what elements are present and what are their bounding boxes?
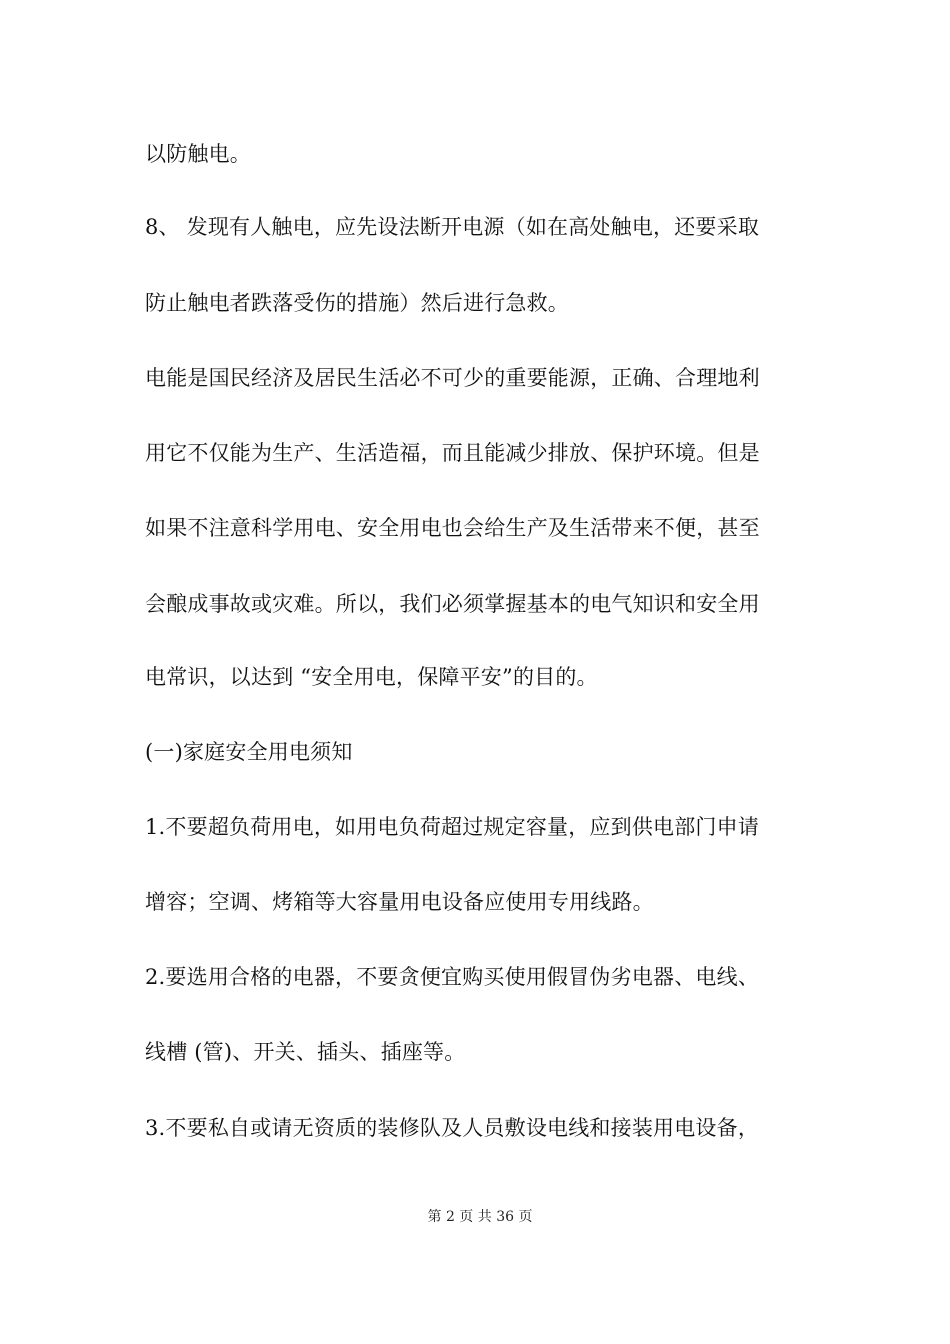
text-line: 3.不要私自或请无资质的装修队及人员敷设电线和接装用电设备， — [145, 1116, 760, 1140]
text-line: 电常识，以达到 “安全用电，保障平安”的目的。 — [145, 665, 598, 689]
text-line: 电能是国民经济及居民生活必不可少的重要能源，正确、合理地利 — [145, 366, 760, 390]
text-line: 2.要选用合格的电器，不要贪便宜购买使用假冒伪劣电器、电线、 — [145, 965, 760, 989]
text-line: 1.不要超负荷用电，如用电负荷超过规定容量，应到供电部门申请 — [145, 815, 760, 839]
text-line: 以防触电。 — [145, 142, 251, 166]
text-line: 增容；空调、烤箱等大容量用电设备应使用专用线路。 — [145, 890, 654, 914]
text-line: 线槽 (管)、开关、插头、插座等。 — [145, 1040, 466, 1064]
text-line: 8、 发现有人触电，应先设法断开电源（如在高处触电，还要采取 — [145, 215, 760, 239]
text-line: 用它不仅能为生产、生活造福，而且能减少排放、保护环境。但是 — [145, 441, 760, 465]
text-line: 会酿成事故或灾难。所以，我们必须掌握基本的电气知识和安全用 — [145, 592, 760, 616]
page-number-footer: 第 2 页 共 36 页 — [427, 1209, 533, 1225]
text-line: 防止触电者跌落受伤的措施）然后进行急救。 — [145, 291, 569, 315]
text-line: 如果不注意科学用电、安全用电也会给生产及生活带来不便，甚至 — [145, 516, 760, 540]
section-heading: (一)家庭安全用电须知 — [145, 740, 353, 764]
